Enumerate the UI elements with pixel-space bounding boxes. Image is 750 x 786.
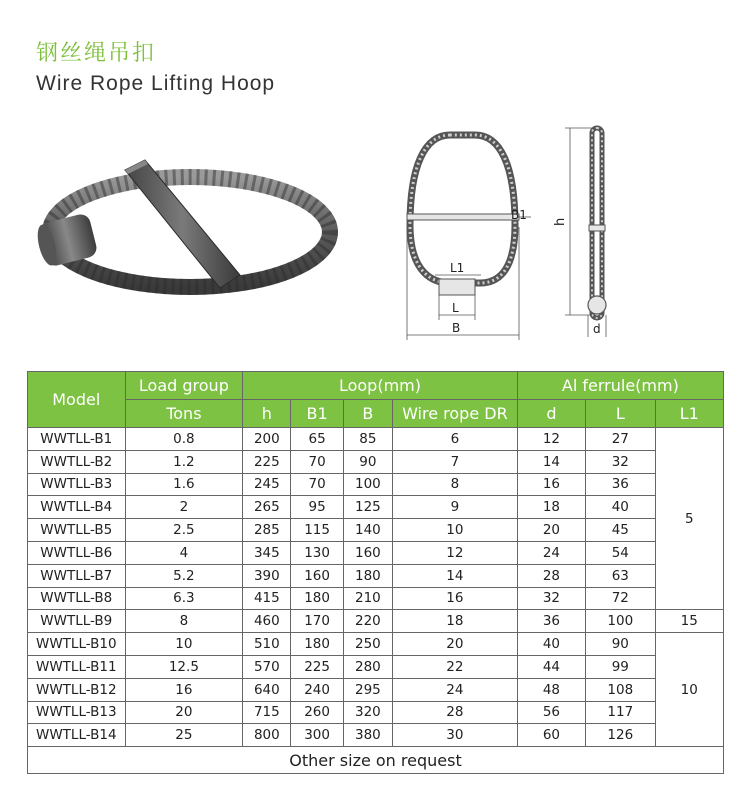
cell-b: 220 (343, 610, 392, 633)
side-view-drawing (545, 115, 625, 350)
cell-tons: 5.2 (125, 564, 243, 587)
cell-l: 54 (586, 541, 655, 564)
cell-model: WWTLL-B4 (28, 496, 126, 519)
cell-l: 36 (586, 473, 655, 496)
cell-l: 63 (586, 564, 655, 587)
cell-h: 800 (243, 724, 291, 747)
cell-b: 90 (343, 450, 392, 473)
cell-b: 380 (343, 724, 392, 747)
cell-b1: 260 (291, 701, 343, 724)
cell-b1: 130 (291, 541, 343, 564)
cell-d: 32 (517, 587, 585, 610)
cell-b1: 115 (291, 519, 343, 542)
cell-b: 160 (343, 541, 392, 564)
cell-model: WWTLL-B12 (28, 678, 126, 701)
cell-d: 56 (517, 701, 585, 724)
cell-h: 225 (243, 450, 291, 473)
cell-b1: 95 (291, 496, 343, 519)
cell-d: 12 (517, 428, 585, 451)
cell-dr: 10 (393, 519, 518, 542)
table-row (28, 610, 724, 633)
cell-model: WWTLL-B8 (28, 587, 126, 610)
th-tons: Tons (125, 400, 243, 428)
cell-b: 140 (343, 519, 392, 542)
cell-l: 45 (586, 519, 655, 542)
cell-d: 16 (517, 473, 585, 496)
cell-b: 295 (343, 678, 392, 701)
label-b: B (452, 321, 461, 335)
cell-b1: 160 (291, 564, 343, 587)
th-h: h (243, 400, 291, 428)
cell-tons: 1.6 (125, 473, 243, 496)
cell-model: WWTLL-B2 (28, 450, 126, 473)
table-row (28, 519, 724, 542)
cell-dr: 7 (393, 450, 518, 473)
cell-dr: 12 (393, 541, 518, 564)
cell-tons: 4 (125, 541, 243, 564)
cell-h: 345 (243, 541, 291, 564)
cell-l: 40 (586, 496, 655, 519)
cell-l1-group1: 5 (655, 428, 723, 610)
cell-h: 285 (243, 519, 291, 542)
table-row (28, 496, 724, 519)
cell-model: WWTLL-B9 (28, 610, 126, 633)
th-l1: L1 (655, 400, 723, 428)
th-b1: B1 (291, 400, 343, 428)
cell-h: 200 (243, 428, 291, 451)
th-model: Model (28, 372, 126, 428)
product-photo (30, 150, 340, 310)
cell-tons: 12.5 (125, 655, 243, 678)
cell-h: 460 (243, 610, 291, 633)
cell-model: WWTLL-B5 (28, 519, 126, 542)
cell-dr: 8 (393, 473, 518, 496)
label-l: L (452, 301, 459, 315)
cell-d: 48 (517, 678, 585, 701)
table-row (28, 701, 724, 724)
cell-d: 18 (517, 496, 585, 519)
cell-b1: 225 (291, 655, 343, 678)
table-row (28, 541, 724, 564)
cell-dr: 30 (393, 724, 518, 747)
cell-model: WWTLL-B3 (28, 473, 126, 496)
th-wire-rope-dr: Wire rope DR (393, 400, 518, 428)
cell-model: WWTLL-B1 (28, 428, 126, 451)
cell-d: 28 (517, 564, 585, 587)
table-row (28, 450, 724, 473)
cell-h: 415 (243, 587, 291, 610)
cell-tons: 20 (125, 701, 243, 724)
cell-d: 20 (517, 519, 585, 542)
cell-d: 60 (517, 724, 585, 747)
cell-h: 640 (243, 678, 291, 701)
cell-l: 32 (586, 450, 655, 473)
cell-b1: 300 (291, 724, 343, 747)
cell-l1-group3: 10 (655, 633, 723, 747)
cell-b1: 240 (291, 678, 343, 701)
cell-l: 72 (586, 587, 655, 610)
cell-dr: 9 (393, 496, 518, 519)
cell-b1: 180 (291, 633, 343, 656)
label-d: d (593, 322, 601, 336)
cell-model: WWTLL-B7 (28, 564, 126, 587)
cell-b: 100 (343, 473, 392, 496)
th-ferrule: Al ferrule(mm) (517, 372, 723, 400)
cell-b1: 65 (291, 428, 343, 451)
cell-tons: 6.3 (125, 587, 243, 610)
th-load-group: Load group (125, 372, 243, 400)
cell-d: 14 (517, 450, 585, 473)
cell-b1: 70 (291, 450, 343, 473)
cell-dr: 6 (393, 428, 518, 451)
cell-d: 44 (517, 655, 585, 678)
cell-tons: 2 (125, 496, 243, 519)
cell-b: 280 (343, 655, 392, 678)
cell-h: 510 (243, 633, 291, 656)
cell-l1-group2: 15 (655, 610, 723, 633)
title-cn: 钢丝绳吊扣 (36, 41, 157, 66)
th-b: B (343, 400, 392, 428)
cell-dr: 24 (393, 678, 518, 701)
cell-model: WWTLL-B13 (28, 701, 126, 724)
cell-h: 265 (243, 496, 291, 519)
cell-h: 390 (243, 564, 291, 587)
th-d: d (517, 400, 585, 428)
table-row (28, 678, 724, 701)
cell-h: 570 (243, 655, 291, 678)
footer-note: Other size on request (28, 747, 724, 774)
cell-dr: 20 (393, 633, 518, 656)
table-row (28, 428, 724, 451)
cell-b: 125 (343, 496, 392, 519)
table-row (28, 655, 724, 678)
cell-dr: 14 (393, 564, 518, 587)
cell-l: 99 (586, 655, 655, 678)
cell-tons: 16 (125, 678, 243, 701)
cell-d: 36 (517, 610, 585, 633)
label-b1: B1 (511, 208, 527, 222)
label-l1: L1 (450, 261, 465, 275)
cell-dr: 18 (393, 610, 518, 633)
cell-dr: 22 (393, 655, 518, 678)
cell-l: 126 (586, 724, 655, 747)
spec-table (27, 371, 724, 774)
cell-b: 85 (343, 428, 392, 451)
cell-l: 90 (586, 633, 655, 656)
cell-d: 24 (517, 541, 585, 564)
cell-tons: 8 (125, 610, 243, 633)
cell-d: 40 (517, 633, 585, 656)
cell-b: 180 (343, 564, 392, 587)
table-row (28, 587, 724, 610)
cell-b: 210 (343, 587, 392, 610)
cell-model: WWTLL-B11 (28, 655, 126, 678)
table-row (28, 564, 724, 587)
cell-h: 715 (243, 701, 291, 724)
cell-tons: 0.8 (125, 428, 243, 451)
cell-l: 100 (586, 610, 655, 633)
cell-b: 320 (343, 701, 392, 724)
cell-model: WWTLL-B10 (28, 633, 126, 656)
table-body (28, 428, 724, 747)
title-en: Wire Rope Lifting Hoop (36, 72, 276, 95)
th-l: L (586, 400, 655, 428)
cell-tons: 2.5 (125, 519, 243, 542)
th-loop: Loop(mm) (243, 372, 518, 400)
label-h: h (553, 217, 568, 226)
cell-b1: 170 (291, 610, 343, 633)
cell-l: 117 (586, 701, 655, 724)
table-row (28, 633, 724, 656)
cell-b1: 70 (291, 473, 343, 496)
cell-h: 245 (243, 473, 291, 496)
cell-model: WWTLL-B14 (28, 724, 126, 747)
table-row (28, 473, 724, 496)
table-row (28, 724, 724, 747)
cell-b1: 180 (291, 587, 343, 610)
cell-tons: 1.2 (125, 450, 243, 473)
cell-l: 27 (586, 428, 655, 451)
cell-tons: 25 (125, 724, 243, 747)
cell-model: WWTLL-B6 (28, 541, 126, 564)
cell-dr: 28 (393, 701, 518, 724)
cell-l: 108 (586, 678, 655, 701)
cell-dr: 16 (393, 587, 518, 610)
cell-b: 250 (343, 633, 392, 656)
cell-tons: 10 (125, 633, 243, 656)
